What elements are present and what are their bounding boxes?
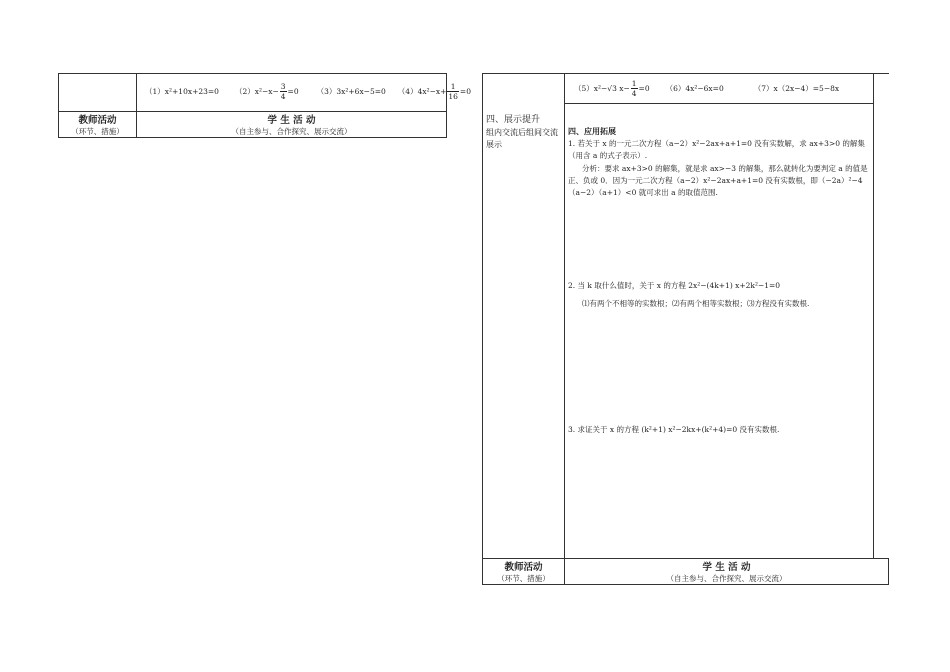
fraction-1-4: $\frac{1}{4}$ [631, 78, 637, 98]
question-3: 3. 求证关于 x 的方程 (k²+1) x²−2kx+(k²+4)=0 没有实数根. [568, 425, 780, 434]
fraction-3-4: $\frac{3}{4}$ [280, 81, 286, 101]
question-1-analysis: 分析：要求 ax+3>0 的解集，就是求 ax>−3 的解集，那么就转化为要判定 a 的值是正、负或 0．因为一元二次方程（a−2）x²−2ax+a+1=0 没有实数根，即（−2a）²−4（a−2）（a+1）<0 就可求出 a 的取值范围. [568, 164, 868, 197]
right-teacher-header: 教师活动 （环节、措施） [497, 562, 550, 583]
side-section-title: 四、展示提升 [486, 115, 541, 125]
side-section-label [486, 114, 562, 151]
right-table-inner-right-border [873, 73, 874, 559]
left-table-bottom-border [58, 137, 447, 138]
right-table-right-border [888, 558, 889, 585]
question-2-parts: ⑴有两个不相等的实数根；⑵有两个相等实数根；⑶方程没有实数根. [582, 299, 810, 308]
right-table-top-border [482, 73, 889, 74]
equation-4: （4）4x²−x+ $\frac{1}{16}$ =0 [397, 81, 471, 101]
question-1: 1. 若关于 x 的一元二次方程（a−2）x²−2ax+a+1=0 没有实数解，求 ax+3>0 的解集（用含 a 的式子表示）. [568, 139, 865, 160]
right-student-header: 学 生 活 动 （自主参与、合作探究、展示交流） [666, 562, 787, 583]
left-teacher-header: 教师活动 （环节、措施） [71, 115, 124, 136]
equation-6: （6）4x²−6x=0 [665, 83, 724, 93]
left-equations-row [145, 78, 471, 104]
right-table-bottom-border [482, 584, 889, 585]
right-table-row1-bottom [564, 103, 874, 104]
equation-5: （5）x²−√3 x− $\frac{1}{4}$ =0 [574, 78, 650, 98]
right-table-left-border [482, 73, 483, 585]
equation-7: （7）x（2x−4）=5−8x [753, 83, 840, 93]
equation-1: （1）x²+10x+23=0 [145, 86, 219, 96]
left-student-header: 学 生 活 动 （自主参与、合作探究、展示交流） [231, 115, 352, 136]
equation-2: （2）x²−x− $\frac{3}{4}$ =0 [234, 81, 299, 101]
fraction-1-16: $\frac{1}{16}$ [448, 81, 458, 101]
side-section-desc: 组内交流后组间交流展示 [486, 128, 558, 149]
right-table-col-divider [564, 73, 565, 585]
question-2: 2. 当 k 取什么值时，关于 x 的方程 2x²−(4k+1) x+2k²−1=0 [568, 281, 781, 290]
section-title: 四、应用拓展 [568, 127, 616, 136]
left-table-top-border [58, 73, 447, 74]
right-equations-row [574, 76, 839, 100]
equation-3: （3）3x²+6x−5=0 [316, 86, 386, 96]
